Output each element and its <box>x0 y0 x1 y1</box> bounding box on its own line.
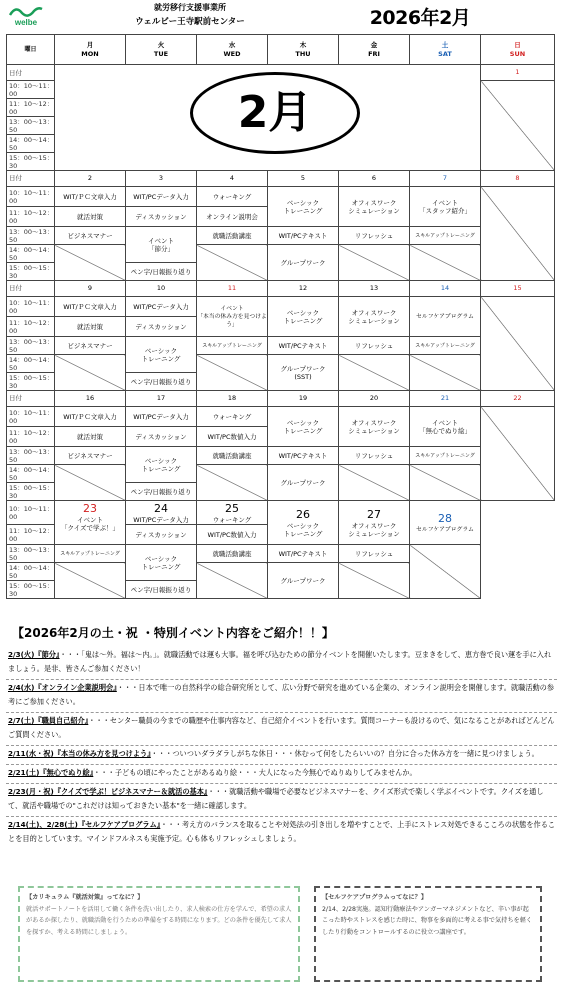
self-care-program: セルフケアプログラム <box>410 297 481 337</box>
empty-slot <box>339 465 410 501</box>
schedule-item: ウォーキング <box>197 407 268 427</box>
schedule-item: ベーシック トレーニング <box>268 297 339 337</box>
schedule-item: スキルアップトレーニング <box>410 337 481 355</box>
weekday-sat: 土 SAT <box>410 35 481 65</box>
box-text: 就活サポートノートを活用して働く条件を洗い出したり、求人検索の仕方を学んで、希望の求人があるか探したり、就職活動を行うための準備をする時間になります。どの条件を優先して求人を探すか、考える時間にしましょう。 <box>26 905 292 936</box>
schedule-item: 就職活動講座 <box>197 545 268 563</box>
time-slot: 11：10～12：00 <box>7 427 55 447</box>
schedule-item: 就活対策 <box>55 427 126 447</box>
self-care-program: セルフケアプログラム <box>416 527 474 533</box>
org-type: 就労移行支援事業所 <box>154 3 226 12</box>
event-label: 2/23(月・祝)『クイズで学ぶ！ビジネスマナー＆就活の基本』 <box>8 787 208 796</box>
time-slot: 14：00～14：50 <box>7 135 55 153</box>
event-text: ・・・センター職員の今までの職歴や仕事内容など、自己紹介イベントを行います。質問コーナーも設けるので、気になることがあればどんどんご質問ください。 <box>8 716 555 739</box>
event-text: ・・・子どもの頃にやったことがあるぬり絵・・・大人になった今無心でぬりぬりしてみませんか。 <box>93 768 417 777</box>
date-label: 日付 <box>7 391 55 407</box>
schedule-item: ベーシック トレーニング <box>283 522 323 538</box>
week4-date-row <box>7 391 555 407</box>
schedule-item: WIT/PCデータ入力 <box>126 187 197 207</box>
empty-slot <box>197 465 268 501</box>
time-slot: 15：00～15：30 <box>7 263 55 281</box>
schedule-item: ペン字/日報振り返り <box>126 581 197 599</box>
day-26: 26 <box>296 508 310 521</box>
logo-text: welbe <box>14 18 38 27</box>
schedule-item: ペン字/日報振り返り <box>126 373 197 391</box>
schedule-item: スキルアップトレーニング <box>197 337 268 355</box>
event-label: 2/14(土)、2/28(土)『セルフケアプログラム』 <box>8 820 161 829</box>
week5-first-row <box>7 501 555 525</box>
page-header <box>0 0 563 34</box>
schedule-item: ディスカッション <box>126 207 197 227</box>
schedule-item: リフレッシュ <box>339 337 410 355</box>
day-22-off <box>481 407 555 501</box>
day-17: 17 <box>126 391 197 407</box>
schedule-item: ベーシック トレーニング <box>268 407 339 447</box>
empty-slot <box>339 563 410 599</box>
time-slot: 10：10～11：00 <box>7 407 55 427</box>
time-slot: 15：00～15：30 <box>7 153 55 171</box>
day-23-cell <box>55 501 126 545</box>
day-28: 28 <box>438 512 452 525</box>
event-item <box>6 765 557 784</box>
day-27-cell <box>339 501 410 545</box>
empty-slot <box>197 563 268 599</box>
schedule-item: ディスカッション <box>126 427 197 447</box>
schedule-item: ビジネスマナー <box>55 337 126 355</box>
time-slot: 14：00～14：50 <box>7 563 55 581</box>
time-slot: 11：10～12：00 <box>7 525 55 545</box>
day-13: 13 <box>339 281 410 297</box>
schedule-item: オフィスワーク シミュレーション <box>339 407 410 447</box>
date-label: 日付 <box>7 65 55 81</box>
empty-slot <box>410 465 481 501</box>
schedule-item: ディスカッション <box>126 525 197 545</box>
empty-slot <box>55 563 126 599</box>
event-nurie: イベント 「無心でぬり絵」 <box>410 407 481 447</box>
week3-date-row <box>7 281 555 297</box>
event-label: 2/3(火)『節分』 <box>8 650 60 659</box>
day-8: 8 <box>481 171 555 187</box>
schedule-item: ビジネスマナー <box>55 227 126 245</box>
event-section <box>6 622 557 849</box>
day-3: 3 <box>126 171 197 187</box>
day-24-cell <box>126 501 197 525</box>
empty-slot <box>197 355 268 391</box>
empty-cell <box>481 501 555 599</box>
logo-wave-icon <box>6 5 46 19</box>
day-4: 4 <box>197 171 268 187</box>
event-item <box>6 746 557 765</box>
schedule-item: オフィスワーク シミュレーション <box>339 187 410 227</box>
schedule-item: 就職活動講座 <box>197 227 268 245</box>
box-title: 【カリキュラム『就活対策』ってなに？】 <box>26 894 144 901</box>
events-title: 【2026年2月の土・祝 ・特別イベント内容をご紹介！！】 <box>12 626 334 640</box>
event-setsubun: イベント 「節分」 <box>126 227 197 263</box>
day-19: 19 <box>268 391 339 407</box>
schedule-item: ウォーキング <box>212 516 252 524</box>
event-item <box>6 647 557 680</box>
event-item <box>6 817 557 849</box>
schedule-item: オンライン説明会 <box>197 207 268 227</box>
schedule-item: WIT/PCテキスト <box>268 227 339 245</box>
weekday-tue: 火 TUE <box>126 35 197 65</box>
box-title: 【セルフケアプログラムってなに？】 <box>322 894 428 901</box>
time-slot: 11：10～12：00 <box>7 207 55 227</box>
event-label: 2/7(土)『職員自己紹介』 <box>8 716 89 725</box>
center-name: ウェルビー王寺駅前センター <box>135 17 245 27</box>
event-text: ・・・日本で唯一の自然科学の総合研究所として、広い分野で研究を進めている企業の、オンライン説明会を開催します。就職活動の参考にご参加ください。 <box>8 683 555 706</box>
day-14: 14 <box>410 281 481 297</box>
day-2: 2 <box>55 171 126 187</box>
schedule-item: リフレッシュ <box>339 227 410 245</box>
empty-slot <box>339 355 410 391</box>
day-12: 12 <box>268 281 339 297</box>
schedule-item: ベーシック トレーニング <box>126 447 197 483</box>
schedule-item: ディスカッション <box>126 317 197 337</box>
event-label: 2/11(水・祝)『本当の休み方を見つけよう』 <box>8 749 151 758</box>
event-text: ・・・「鬼は～外。福は～内。」。就職活動では運も大事。福を呼び込むための節分イベントを開催いたします。豆まきをして、恵方巻で良い運を手に入れましょう。是非、皆さんご参加ください！ <box>8 650 552 673</box>
schedule-item: ペン字/日報振り返り <box>126 483 197 501</box>
day-15-off <box>481 297 555 391</box>
time-slot: 13：00～13：50 <box>7 227 55 245</box>
time-slot: 10：10～11：00 <box>7 81 55 99</box>
curriculum-note-box <box>18 886 300 982</box>
schedule-item: グループワーク <box>268 245 339 281</box>
event-item <box>6 680 557 713</box>
schedule-item: WIT/ＰＣ文章入力 <box>55 297 126 317</box>
event-rest: イベント 「本当の休み方を見つけよう」 <box>197 297 268 337</box>
event-item <box>6 713 557 746</box>
schedule-item: スキルアップトレーニング <box>410 447 481 465</box>
day-16: 16 <box>55 391 126 407</box>
time-slot: 13：00～13：50 <box>7 117 55 135</box>
weekday-thu: 木 THU <box>268 35 339 65</box>
day-7: 7 <box>410 171 481 187</box>
schedule-item: ウォーキング <box>197 187 268 207</box>
schedule-item: ベーシック トレーニング <box>268 187 339 227</box>
event-text: ・・・考え方のバランスを取ることや対処法の引き出しを増やすことで、上手にストレス対処できるこころの状態を作ることを目的としています。マインドフルネスも実施予定。心も体もリフレッシュしましょう。 <box>8 820 556 843</box>
schedule-item: ベーシック トレーニング <box>126 545 197 581</box>
schedule-item: スキルアップトレーニング <box>55 545 126 563</box>
schedule-item: WIT/PC数値入力 <box>197 525 268 545</box>
weekday-header-row <box>7 35 555 65</box>
schedule-item: WIT/PCテキスト <box>268 545 339 563</box>
time-slot: 14：00～14：50 <box>7 465 55 483</box>
day-24: 24 <box>154 502 168 515</box>
schedule-item: WIT/ＰＣ文章入力 <box>55 407 126 427</box>
schedule-item: ペン字/日報振り返り <box>126 263 197 281</box>
time-slot: 14：00～14：50 <box>7 245 55 263</box>
event-label: 2/4(水)『オンライン企業説明会』 <box>8 683 117 692</box>
day-10: 10 <box>126 281 197 297</box>
schedule-item: WIT/PC数値入力 <box>197 427 268 447</box>
month-title: 2026年2月 <box>369 7 471 29</box>
schedule-item: WIT/PCデータ入力 <box>126 407 197 427</box>
event-text: ・・・ついついダラダラしがちな休日・・・休むって何をしたらいいの？自分に合った休み方を一緒に見つけましょう。 <box>150 749 539 758</box>
schedule-item: リフレッシュ <box>339 545 410 563</box>
weekday-fri: 金 FRI <box>339 35 410 65</box>
day-5: 5 <box>268 171 339 187</box>
schedule-item: オフィスワーク シミュレーション <box>339 297 410 337</box>
schedule-item: グループワーク (SST) <box>268 355 339 391</box>
time-slot: 10：10～11：00 <box>7 501 55 525</box>
day-22: 22 <box>481 391 555 407</box>
schedule-item: WIT/PCテキスト <box>268 337 339 355</box>
empty-slot <box>55 465 126 501</box>
schedule-item: 就活対策 <box>55 317 126 337</box>
event-quiz: イベント 「クイズで学ぶ！」 <box>60 516 120 532</box>
empty-slot <box>410 355 481 391</box>
time-slot: 11：10～12：00 <box>7 99 55 117</box>
event-item <box>6 784 557 817</box>
time-slot: 10：10～11：00 <box>7 187 55 207</box>
day-9: 9 <box>55 281 126 297</box>
schedule-item: リフレッシュ <box>339 447 410 465</box>
selfcare-note-box <box>314 886 542 982</box>
schedule-item: WIT/PCデータ入力 <box>133 516 189 524</box>
schedule-item: ベーシック トレーニング <box>126 337 197 373</box>
weekday-mon: 月 MON <box>55 35 126 65</box>
time-slot: 11：10～12：00 <box>7 317 55 337</box>
week2-date-row <box>7 171 555 187</box>
day-21: 21 <box>410 391 481 407</box>
day-26-cell <box>268 501 339 545</box>
empty-slot <box>55 245 126 281</box>
day-15: 15 <box>481 281 555 297</box>
day-28-cell <box>410 501 481 545</box>
schedule-item: グループワーク <box>268 563 339 599</box>
day-18: 18 <box>197 391 268 407</box>
day-25: 25 <box>225 502 239 515</box>
day-8-off <box>481 187 555 281</box>
big-month-circle: 2月 <box>190 72 360 154</box>
day-23: 23 <box>83 502 97 515</box>
empty-slot <box>410 545 481 599</box>
time-slot: 13：00～13：50 <box>7 545 55 563</box>
schedule-item: 就活対策 <box>55 207 126 227</box>
day-1-off <box>481 81 555 171</box>
day-6: 6 <box>339 171 410 187</box>
schedule-item: ビジネスマナー <box>55 447 126 465</box>
schedule-item: 就職活動講座 <box>197 447 268 465</box>
empty-slot <box>197 245 268 281</box>
welbe-logo <box>6 4 46 30</box>
time-slot: 10：10～11：00 <box>7 297 55 317</box>
date-label: 日付 <box>7 171 55 187</box>
event-label: 2/21(土)『無心でぬり絵』 <box>8 768 94 777</box>
time-slot: 15：00～15：30 <box>7 483 55 501</box>
empty-slot <box>339 245 410 281</box>
schedule-item: オフィスワーク シミュレーション <box>348 522 400 538</box>
time-slot: 13：00～13：50 <box>7 447 55 465</box>
empty-slot <box>55 355 126 391</box>
time-slot: 13：00～13：50 <box>7 337 55 355</box>
time-slot: 15：00～15：30 <box>7 581 55 599</box>
box-text: 2/14、2/28実施。認知行動療法やアンガーマネジメントなど、辛い事が起こった時やストレスを感じた時に、物事を多面的に考える事で気持ちを軽くしたり行動をコントロールするのに役立つ講座です。 <box>322 905 533 936</box>
weekday-wed: 水 WED <box>197 35 268 65</box>
youbi-label: 曜日 <box>7 35 55 65</box>
time-slot: 14：00～14：50 <box>7 355 55 373</box>
day-11: 11 <box>197 281 268 297</box>
day-20: 20 <box>339 391 410 407</box>
day-1: 1 <box>481 65 555 81</box>
day-27: 27 <box>367 508 381 521</box>
date-label: 日付 <box>7 281 55 297</box>
weekday-sun: 日 SUN <box>481 35 555 65</box>
event-text: ・・・就職活動や職場で必要なビジネスマナーを、クイズ形式で楽しく学ぶイベントです。クイズを通して、就活や職場での"これだけは知っておきたい基本"を一緒に確認します。 <box>8 787 544 810</box>
schedule-item: グループワーク <box>268 465 339 501</box>
empty-slot <box>410 245 481 281</box>
schedule-item: WIT/ＰＣ文章入力 <box>55 187 126 207</box>
schedule-item: WIT/PCデータ入力 <box>126 297 197 317</box>
schedule-item: WIT/PCテキスト <box>268 447 339 465</box>
day-25-cell <box>197 501 268 525</box>
schedule-item: スキルアップトレーニング <box>410 227 481 245</box>
event-staff-intro: イベント 「スタッフ紹介」 <box>410 187 481 227</box>
time-slot: 15：00～15：30 <box>7 373 55 391</box>
